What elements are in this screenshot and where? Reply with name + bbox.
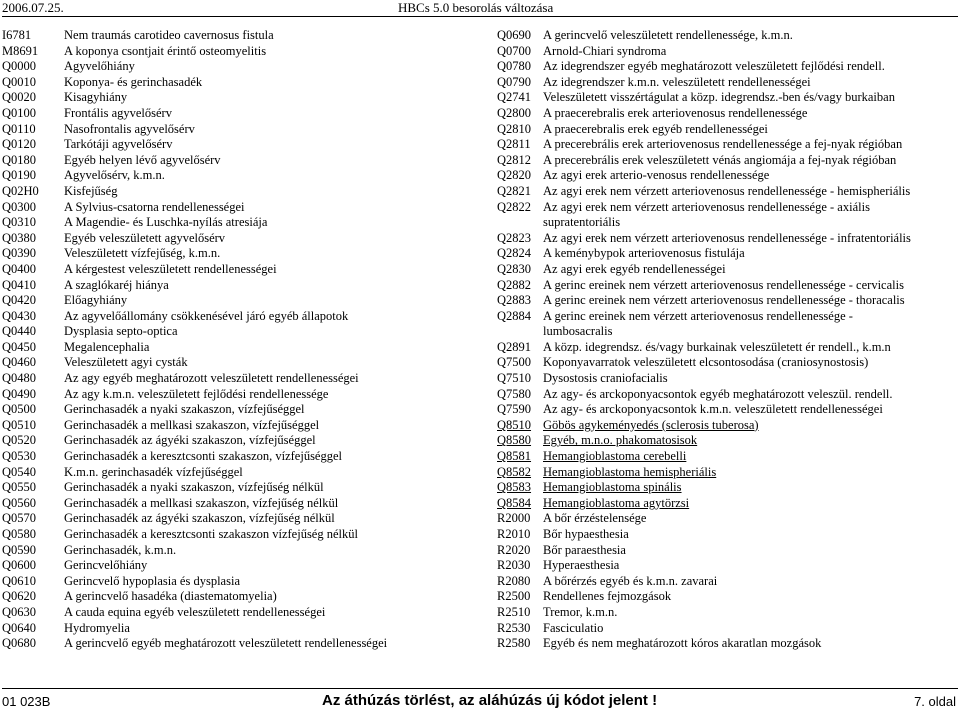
entry-code: R2010 bbox=[497, 527, 531, 541]
entry-description: Bőr paraesthesia bbox=[543, 542, 626, 557]
entry-description: Rendellenes fejmozgások bbox=[543, 589, 672, 604]
entry-description: A precerebrális erek veleszületett vénás angiomája a fej-nyak régióban bbox=[543, 152, 897, 167]
code-entry-row bbox=[2, 465, 472, 481]
entry-code: Q8580 bbox=[497, 433, 532, 448]
entry-code: Q0010 bbox=[2, 74, 37, 89]
entry-code: Q7510 bbox=[497, 371, 532, 386]
code-entry-row bbox=[2, 558, 472, 574]
code-entry-row bbox=[2, 340, 472, 356]
entry-description: Gerinchasadék a mellkasi szakaszon, vízfejűséggel bbox=[64, 417, 320, 432]
entry-code: Q0190 bbox=[2, 168, 37, 183]
entry-code: Q2823 bbox=[497, 230, 532, 245]
code-entry-row bbox=[497, 371, 957, 387]
entry-code: R2580 bbox=[497, 636, 531, 651]
code-entry-row bbox=[497, 153, 957, 169]
code-entry-row bbox=[2, 418, 472, 434]
entry-description: Bőr hypaesthesia bbox=[543, 527, 629, 541]
code-entry-row bbox=[497, 184, 957, 200]
code-entry-row bbox=[2, 137, 472, 153]
footer-code: 01 023B bbox=[2, 694, 51, 709]
code-entry-row bbox=[2, 543, 472, 559]
entry-code: Q7590 bbox=[497, 402, 532, 417]
entry-description: A gerincvelő egyéb meghatározott veleszületett rendellenességei bbox=[64, 636, 388, 651]
footer-message: Az áthúzás törlést, az aláhúzás új kódot jelent ! bbox=[322, 692, 658, 709]
entry-description: Veleszületett agyi cysták bbox=[64, 355, 188, 370]
entry-description: Gerinchasadék a nyaki szakaszon, vízfejűség nélkül bbox=[64, 480, 324, 495]
code-entry-row bbox=[497, 200, 957, 216]
entry-code: Q0590 bbox=[2, 542, 37, 557]
entry-description: Hydromyelia bbox=[64, 620, 130, 635]
page-header bbox=[2, 0, 958, 20]
entry-description: A gerinc ereinek nem vérzett arteriovenosus rendellenessége - cervicalis bbox=[543, 277, 904, 292]
entry-code: Q0460 bbox=[2, 355, 37, 370]
right-column bbox=[497, 28, 957, 652]
footer-rule bbox=[2, 688, 958, 689]
entry-description: Hyperaesthesia bbox=[543, 558, 620, 573]
entry-description: A praecerebralis erek arteriovenosus rendellenessége bbox=[543, 105, 808, 120]
page-footer bbox=[2, 688, 958, 712]
code-entry-row bbox=[497, 106, 957, 122]
entry-description: lumbosacralis bbox=[543, 324, 613, 339]
entry-code: Q0630 bbox=[2, 604, 37, 619]
code-entry-row bbox=[497, 418, 957, 434]
entry-description: A gerincvelő hasadéka (diastematomyelia) bbox=[64, 589, 277, 604]
code-entry-row bbox=[2, 106, 472, 122]
code-entry-row bbox=[2, 355, 472, 371]
code-entry-row bbox=[2, 371, 472, 387]
entry-description: A precerebrális erek arteriovenosus rendellenessége a fej-nyak régióban bbox=[543, 137, 903, 152]
entry-description: A szaglókaréj hiánya bbox=[64, 277, 169, 292]
code-entry-row bbox=[2, 262, 472, 278]
code-entry-row bbox=[2, 433, 472, 449]
entry-code: Q2830 bbox=[497, 261, 532, 276]
entry-code: Q0510 bbox=[2, 417, 37, 432]
code-entry-row bbox=[497, 402, 957, 418]
code-entry-row bbox=[2, 278, 472, 294]
entry-code: Q02H0 bbox=[2, 183, 39, 198]
entry-description: Hemangioblastoma spinális bbox=[543, 480, 682, 495]
code-entry-row bbox=[497, 231, 957, 247]
code-entry-row bbox=[497, 137, 957, 153]
entry-code: Q0520 bbox=[2, 433, 37, 448]
entry-description: Veleszületett vízfejűség, k.m.n. bbox=[64, 246, 221, 261]
entry-description: Fasciculatio bbox=[543, 620, 604, 635]
entry-description: A közp. idegrendsz. és/vagy burkainak veleszületett ér rendell., k.m.n bbox=[543, 339, 891, 354]
entry-code: Q2812 bbox=[497, 152, 532, 167]
code-entry-row bbox=[2, 574, 472, 590]
header-title: HBCs 5.0 besorolás változása bbox=[398, 0, 554, 15]
code-entry-row bbox=[2, 402, 472, 418]
header-rule bbox=[2, 16, 958, 17]
entry-description: Hemangioblastoma agytörzsi bbox=[543, 495, 690, 510]
entry-description: Előagyhiány bbox=[64, 293, 128, 308]
code-entry-row bbox=[497, 543, 957, 559]
code-entry-row bbox=[497, 44, 957, 60]
entry-code: Q0480 bbox=[2, 371, 37, 386]
entry-description: Nasofrontalis agyvelősérv bbox=[64, 121, 195, 136]
code-entry-row bbox=[2, 90, 472, 106]
code-entry-row bbox=[2, 153, 472, 169]
entry-description: Kisagyhiány bbox=[64, 90, 128, 105]
entry-code: Q0000 bbox=[2, 59, 37, 74]
code-entry-row bbox=[497, 75, 957, 91]
code-entry-row bbox=[497, 309, 957, 325]
entry-code: R2030 bbox=[497, 558, 531, 573]
code-entry-row bbox=[497, 293, 957, 309]
entry-description: Agyvelősérv, k.m.n. bbox=[64, 168, 165, 183]
entry-description: Gerinchasadék a nyaki szakaszon, vízfejűséggel bbox=[64, 402, 305, 417]
entry-code: Q0410 bbox=[2, 277, 37, 292]
code-entry-row bbox=[2, 636, 472, 652]
code-entry-row bbox=[497, 589, 957, 605]
entry-code: Q0620 bbox=[2, 589, 37, 604]
code-entry-row bbox=[2, 496, 472, 512]
entry-code: Q0100 bbox=[2, 105, 37, 120]
code-entry-row bbox=[497, 340, 957, 356]
entry-code: Q0420 bbox=[2, 293, 37, 308]
entry-description: Egyéb helyen lévő agyvelősérv bbox=[64, 152, 221, 167]
code-entry-row bbox=[2, 605, 472, 621]
code-entry-row bbox=[2, 44, 472, 60]
entry-code: Q0430 bbox=[2, 308, 37, 323]
entry-description: Gerinchasadék az ágyéki szakaszon, vízfejűség nélkül bbox=[64, 511, 335, 526]
entry-description: Agyvelőhiány bbox=[64, 59, 135, 74]
entry-code: Q0180 bbox=[2, 152, 37, 167]
code-entry-row bbox=[2, 387, 472, 403]
entry-code: Q0610 bbox=[2, 573, 37, 588]
code-entry-row bbox=[497, 324, 957, 340]
code-entry-row bbox=[2, 28, 472, 44]
entry-code: Q2883 bbox=[497, 293, 532, 308]
code-entry-row bbox=[2, 75, 472, 91]
entry-description: Gerinchasadék a mellkasi szakaszon, vízfejűség nélkül bbox=[64, 495, 339, 510]
code-entry-row bbox=[2, 511, 472, 527]
entry-code: R2080 bbox=[497, 573, 531, 588]
entry-code: Q0120 bbox=[2, 137, 37, 152]
entry-code: Q0600 bbox=[2, 558, 37, 573]
code-entry-row bbox=[497, 496, 957, 512]
entry-code: Q7580 bbox=[497, 386, 532, 401]
entry-description: Egyéb, m.n.o. phakomatosisok bbox=[543, 433, 698, 448]
entry-description: Veleszületett visszértágulat a közp. idegrendsz.-ben és/vagy burkaiban bbox=[543, 90, 895, 105]
entry-code: Q8584 bbox=[497, 495, 532, 510]
code-entry-row bbox=[497, 480, 957, 496]
left-column bbox=[2, 28, 472, 652]
code-entry-row bbox=[497, 558, 957, 574]
entry-description: Az agyi erek egyéb rendellenességei bbox=[543, 261, 726, 276]
entry-description: Nem traumás carotideo cavernosus fistula bbox=[64, 28, 274, 42]
code-entry-row bbox=[2, 200, 472, 216]
entry-description: A koponya csontjait érintő osteomyelitis bbox=[64, 43, 267, 58]
entry-code: Q2891 bbox=[497, 339, 532, 354]
entry-code: Q0560 bbox=[2, 495, 37, 510]
entry-description: Hemangioblastoma hemispheriális bbox=[543, 464, 717, 479]
entry-code: Q0390 bbox=[2, 246, 37, 261]
entry-code: Q2741 bbox=[497, 90, 532, 105]
entry-code: R2020 bbox=[497, 542, 531, 557]
entry-description: Az agyi erek arterio-venosus rendellenessége bbox=[543, 168, 770, 183]
entry-code: Q8510 bbox=[497, 417, 532, 432]
code-entry-row bbox=[2, 309, 472, 325]
code-entry-row bbox=[2, 168, 472, 184]
code-entry-row bbox=[497, 59, 957, 75]
code-entry-row bbox=[2, 122, 472, 138]
entry-code: Q2820 bbox=[497, 168, 532, 183]
entry-description: Göbös agykeményedés (sclerosis tuberosa) bbox=[543, 417, 759, 432]
entry-code: Q2822 bbox=[497, 199, 532, 214]
entry-description: Gerinchasadék a keresztcsonti szakaszon, vízfejűséggel bbox=[64, 449, 343, 464]
entry-code: Q2884 bbox=[497, 308, 532, 323]
entry-description: Gerinchasadék a keresztcsonti szakaszon vízfejűség nélkül bbox=[64, 527, 358, 541]
entry-description: Az agy egyéb meghatározott veleszületett rendellenességei bbox=[64, 371, 359, 386]
entry-description: Koponyavarratok veleszületett elcsontosodása (craniosynostosis) bbox=[543, 355, 869, 370]
entry-code: Q0440 bbox=[2, 324, 37, 339]
entry-code: Q8581 bbox=[497, 449, 532, 464]
entry-description: Gerinchasadék az ágyéki szakaszon, vízfejűséggel bbox=[64, 433, 316, 448]
entry-code: Q0020 bbox=[2, 90, 37, 105]
code-entry-row bbox=[497, 511, 957, 527]
code-entry-row bbox=[2, 589, 472, 605]
entry-description: Kisfejűség bbox=[64, 183, 118, 198]
entry-code: Q0110 bbox=[2, 121, 36, 136]
header-date: 2006.07.25. bbox=[2, 0, 64, 15]
entry-code: Q0680 bbox=[2, 636, 37, 651]
code-entry-row bbox=[497, 215, 957, 231]
entry-description: A kérgestest veleszületett rendellenességei bbox=[64, 261, 277, 276]
entry-description: A Magendie- és Luschka-nyílás atresiája bbox=[64, 215, 268, 230]
code-entry-row bbox=[2, 449, 472, 465]
entry-description: Koponya- és gerinchasadék bbox=[64, 74, 203, 89]
entry-description: A bőrérzés egyéb és k.m.n. zavarai bbox=[543, 573, 718, 588]
code-entry-row bbox=[2, 59, 472, 75]
code-entry-row bbox=[2, 621, 472, 637]
entry-description: Az agy- és arckoponyacsontok k.m.n. veleszületett rendellenességei bbox=[543, 402, 883, 417]
code-entry-row bbox=[2, 246, 472, 262]
entry-code: Q0500 bbox=[2, 402, 37, 417]
entry-code: Q0640 bbox=[2, 620, 37, 635]
entry-description: Az agyvelőállomány csökkenésével járó egyéb állapotok bbox=[64, 308, 349, 323]
entry-description: Az agyi erek nem vérzett arteriovenosus rendellenessége - axiális bbox=[543, 199, 870, 214]
entry-description: Egyéb veleszületett agyvelősérv bbox=[64, 230, 226, 245]
entry-description: Az agy- és arckoponyacsontok egyéb meghatározott veleszül. rendell. bbox=[543, 386, 893, 401]
entry-description: supratentoriális bbox=[543, 215, 621, 230]
entry-description: A gerincvelő veleszületett rendellenessége, k.m.n. bbox=[543, 28, 793, 42]
entry-code: Q2811 bbox=[497, 137, 531, 152]
code-entry-row bbox=[2, 184, 472, 200]
entry-code: Q7500 bbox=[497, 355, 532, 370]
entry-code: Q0580 bbox=[2, 527, 37, 541]
entry-description: Tremor, k.m.n. bbox=[543, 604, 618, 619]
entry-code: Q0780 bbox=[497, 59, 532, 74]
code-entry-row bbox=[2, 324, 472, 340]
entry-code: Q0300 bbox=[2, 199, 37, 214]
entry-code: Q0540 bbox=[2, 464, 37, 479]
entry-description: A keménybурok arteriovenosus fistulája bbox=[543, 246, 745, 261]
entry-code: Q0490 bbox=[2, 386, 37, 401]
code-entry-row bbox=[2, 480, 472, 496]
entry-code: Q0690 bbox=[497, 28, 532, 42]
code-entry-row bbox=[2, 293, 472, 309]
entry-description: Az idegrendszer k.m.n. veleszületett rendellenességei bbox=[543, 74, 811, 89]
code-entry-row bbox=[497, 636, 957, 652]
entry-description: Az idegrendszer egyéb meghatározott veleszületett fejlődési rendell. bbox=[543, 59, 885, 74]
entry-description: A bőr érzéstelensége bbox=[543, 511, 647, 526]
entry-description: Arnold-Chiari syndroma bbox=[543, 43, 667, 58]
entry-description: A gerinc ereinek nem vérzett arteriovenosus rendellenessége - bbox=[543, 308, 853, 323]
code-entry-row bbox=[497, 465, 957, 481]
entry-code: Q0550 bbox=[2, 480, 37, 495]
entry-code: Q2810 bbox=[497, 121, 532, 136]
entry-code: Q8582 bbox=[497, 464, 532, 479]
code-entry-row bbox=[497, 28, 957, 44]
code-entry-row bbox=[497, 122, 957, 138]
entry-code: R2000 bbox=[497, 511, 531, 526]
entry-code: Q0380 bbox=[2, 230, 37, 245]
entry-code: Q2821 bbox=[497, 183, 532, 198]
entry-description: Tarkótáji agyvelősérv bbox=[64, 137, 173, 152]
entry-code: Q0790 bbox=[497, 74, 532, 89]
entry-code: M8691 bbox=[2, 43, 39, 58]
entry-code: Q2882 bbox=[497, 277, 532, 292]
code-entry-row bbox=[497, 90, 957, 106]
entry-description: Egyéb és nem meghatározott kóros akaratlan mozgások bbox=[543, 636, 822, 651]
entry-code: R2530 bbox=[497, 620, 531, 635]
entry-code: R2510 bbox=[497, 604, 531, 619]
entry-description: A praecerebralis erek egyéb rendellenességei bbox=[543, 121, 768, 136]
code-entry-row bbox=[497, 527, 957, 543]
entry-code: Q2824 bbox=[497, 246, 532, 261]
entry-description: A cauda equina egyéb veleszületett rendellenességei bbox=[64, 604, 326, 619]
entry-description: Gerincvelő hypoplasia és dysplasia bbox=[64, 573, 240, 588]
code-entry-row bbox=[497, 387, 957, 403]
entry-code: Q0400 bbox=[2, 261, 37, 276]
entry-description: Gerincvelőhiány bbox=[64, 558, 148, 573]
code-entry-row bbox=[497, 262, 957, 278]
entry-description: Dysostosis craniofacialis bbox=[543, 371, 668, 386]
code-entry-row bbox=[2, 231, 472, 247]
code-entry-row bbox=[2, 215, 472, 231]
code-entry-row bbox=[497, 433, 957, 449]
entry-description: Frontális agyvelősérv bbox=[64, 105, 172, 120]
entry-description: K.m.n. gerinchasadék vízfejűséggel bbox=[64, 464, 243, 479]
entry-code: Q0570 bbox=[2, 511, 37, 526]
entry-description: A Sylvius-csatorna rendellenességei bbox=[64, 199, 245, 214]
entry-code: Q0530 bbox=[2, 449, 37, 464]
entry-code: Q2800 bbox=[497, 105, 532, 120]
entry-description: Hemangioblastoma cerebelli bbox=[543, 449, 687, 464]
entry-code: I6781 bbox=[2, 28, 32, 42]
entry-code: Q0450 bbox=[2, 339, 37, 354]
entry-description: Az agy k.m.n. veleszületett fejlődési rendellenessége bbox=[64, 386, 329, 401]
footer-page-number: 7. oldal bbox=[914, 694, 956, 709]
entry-description: Megalencephalia bbox=[64, 339, 150, 354]
code-entry-row bbox=[497, 621, 957, 637]
entry-code: Q8583 bbox=[497, 480, 532, 495]
code-entry-row bbox=[2, 527, 472, 543]
entry-description: Az agyi erek nem vérzett arteriovenosus rendellenessége - hemispheriális bbox=[543, 183, 911, 198]
entry-description: Gerinchasadék, k.m.n. bbox=[64, 542, 177, 557]
code-entry-row bbox=[497, 449, 957, 465]
entry-description: Az agyi erek nem vérzett arteriovenosus rendellenessége - infratentoriális bbox=[543, 230, 911, 245]
code-entry-row bbox=[497, 278, 957, 294]
code-entry-row bbox=[497, 355, 957, 371]
entry-description: Dysplasia septo-optica bbox=[64, 324, 178, 339]
code-entry-row bbox=[497, 574, 957, 590]
entry-code: Q0700 bbox=[497, 43, 532, 58]
code-entry-row bbox=[497, 246, 957, 262]
entry-description: A gerinc ereinek nem vérzett arteriovenosus rendellenessége - thoracalis bbox=[543, 293, 905, 308]
entry-code: Q0310 bbox=[2, 215, 37, 230]
code-entry-row bbox=[497, 605, 957, 621]
code-entry-row bbox=[497, 168, 957, 184]
entry-code: R2500 bbox=[497, 589, 531, 604]
